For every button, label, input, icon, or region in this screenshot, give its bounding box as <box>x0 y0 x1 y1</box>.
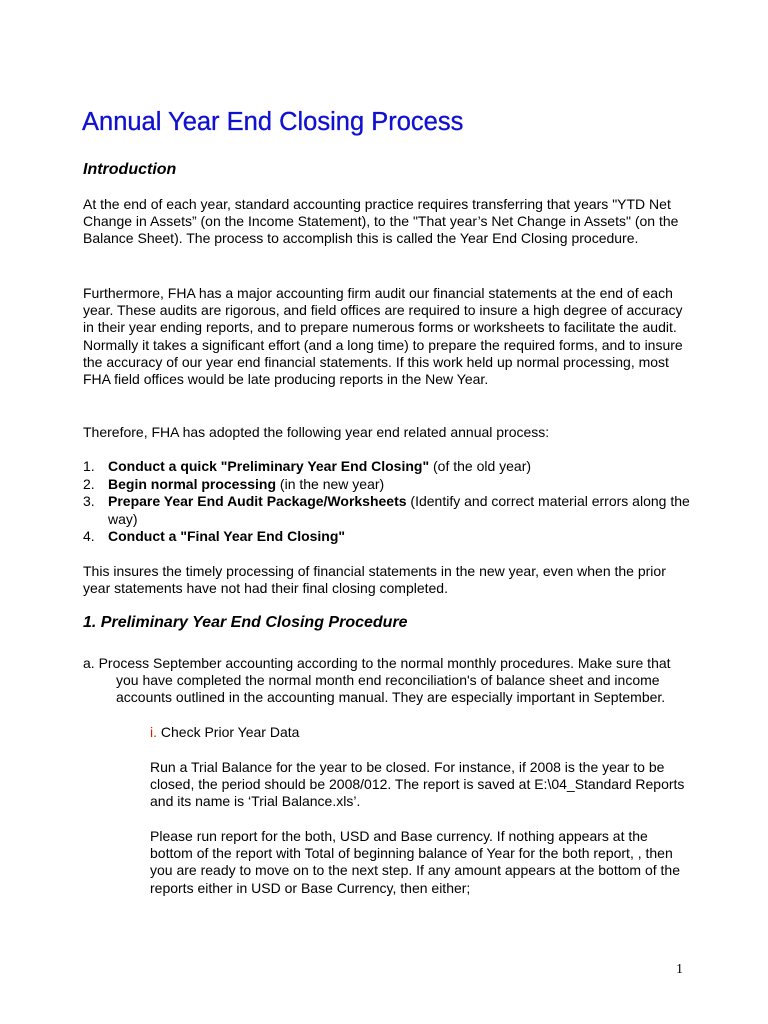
page-number: 1 <box>676 962 683 977</box>
sub-item-i-label: Check Prior Year Data <box>157 724 300 740</box>
step-note: (of the old year) <box>429 458 532 474</box>
sub-item-i <box>150 724 690 741</box>
sub-paragraph-1: Run a Trial Balance for the year to be closed. For instance, if 2008 is the year to be closed, the period should be 2008/012. The report is saved at E:\04_Standard Reports and its name is ‘Trial Balance.xls’. <box>150 759 685 810</box>
list-item <box>83 528 693 546</box>
list-item <box>83 476 693 494</box>
intro-paragraph-3: Therefore, FHA has adopted the following year end related annual process: <box>83 424 550 440</box>
list-item <box>83 458 693 476</box>
intro-paragraph-2: Furthermore, FHA has a major accounting firm audit our financial statements at the end of each year. These audits are rigorous, and field offices are required to insure a high degree of accuracy in their year ending reports, and to prepare numerous forms or worksheets to facilitate the audit. Normally it takes a significant effort (and a long time) to prepare the required forms, and to insure the accuracy of our year end financial statements. If this work held up normal processing, most FHA field offices would be late producing reports in the New Year. <box>83 285 683 388</box>
section-1-heading: 1. Preliminary Year End Closing Procedure <box>83 614 408 631</box>
list-item <box>83 493 693 528</box>
sub-paragraph-2: Please run report for the both, USD and Base currency. If nothing appears at the bottom of the report with Total of beginning balance of Year for the both report, , then you are ready to move on to the next step. If any amount appears at the bottom of the reports either in USD or Base Currency, then either; <box>150 828 680 896</box>
step-note: (in the new year) <box>276 475 385 492</box>
roman-numeral-marker: i. <box>150 724 157 740</box>
document-title: Annual Year End Closing Process <box>82 108 464 136</box>
step-number: 4. <box>83 528 95 544</box>
step-number: 2. <box>83 475 95 492</box>
step-title: Conduct a quick "Preliminary Year End Closing" <box>108 458 430 474</box>
item-a-text: a. Process September accounting according to the normal monthly procedures. Make sure that you have completed the normal month end reconciliation's of balance sheet and income accounts outlined in the accounting manual. They are especially important in September. <box>83 655 671 706</box>
intro-paragraph-4: This insures the timely processing of financial statements in the new year, even when the prior year statements have not had their final closing completed. <box>83 563 666 597</box>
step-title: Begin normal processing <box>108 475 277 492</box>
step-title: Prepare Year End Audit Package/Worksheets <box>108 493 407 509</box>
step-number: 3. <box>83 493 95 509</box>
intro-paragraph-1: At the end of each year, standard accounting practice requires transferring that years "YTD Net Change in Assets” (on the Income Statement), to the "That year’s Net Change in Assets" (on the Balance Sheet). The process to accomplish this is called the Year End Closing procedure. <box>83 196 679 247</box>
step-number: 1. <box>83 458 95 474</box>
step-note: (Identify and correct material errors along the way) <box>108 493 690 527</box>
process-steps-list <box>83 458 693 546</box>
step-title: Conduct a "Final Year End Closing" <box>108 528 346 544</box>
item-a <box>83 655 693 707</box>
introduction-heading: Introduction <box>83 161 177 178</box>
